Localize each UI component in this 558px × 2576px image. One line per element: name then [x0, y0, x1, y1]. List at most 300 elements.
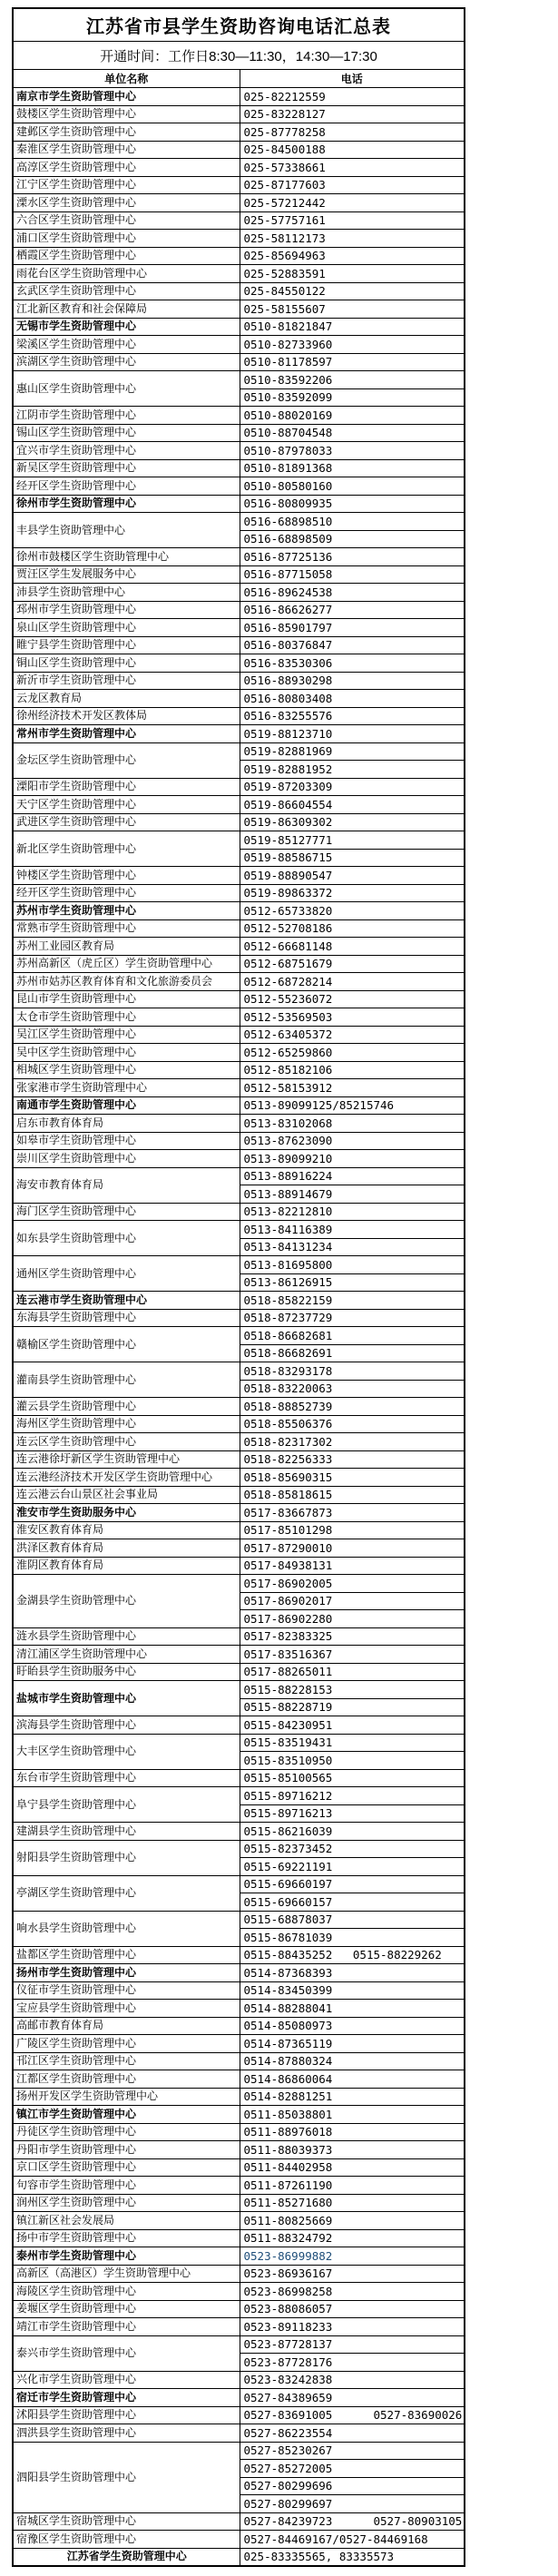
phone-cell: 0519-88586715 — [240, 849, 465, 867]
unit-name-cell: 东台市学生资助管理中心 — [13, 1769, 240, 1787]
unit-name-cell: 灌云县学生资助管理中心 — [13, 1398, 240, 1416]
unit-name-cell: 泗洪县学生资助管理中心 — [13, 2424, 240, 2443]
phone-cell: 0516-80376847 — [240, 636, 465, 654]
unit-name-cell: 南通市学生资助管理中心 — [13, 1096, 240, 1115]
phone-cell: 0519-85127771 — [240, 831, 465, 850]
phone-cell: 0518-85506376 — [240, 1415, 465, 1433]
table-row — [13, 778, 465, 796]
unit-name-cell: 淮安区教育体育局 — [13, 1521, 240, 1539]
phone-cell: 0510-83592206 — [240, 371, 465, 389]
table-row — [13, 2548, 465, 2566]
unit-name-cell: 泗阳县学生资助管理中心 — [13, 2442, 240, 2512]
table-row — [13, 353, 465, 371]
table-row — [13, 973, 465, 991]
unit-name-cell: 徐州市学生资助管理中心 — [13, 495, 240, 513]
phone-cell: 0518-86682681 — [240, 1327, 465, 1345]
unit-name-cell: 淮阴区教育体育局 — [13, 1557, 240, 1575]
phone-cell: 0518-87237729 — [240, 1309, 465, 1327]
table-row — [13, 1096, 465, 1115]
table-row — [13, 1115, 465, 1133]
phone-cell: 0515-89716213 — [240, 1804, 465, 1823]
table-row — [13, 1964, 465, 1982]
unit-name-cell: 昆山市学生资助管理中心 — [13, 990, 240, 1008]
unit-name-cell: 建邺区学生资助管理中心 — [13, 123, 240, 142]
unit-name-cell: 云龙区教育局 — [13, 690, 240, 708]
unit-name-cell: 徐州经济技术开发区教体局 — [13, 707, 240, 725]
unit-name-cell: 丰县学生资助管理中心 — [13, 513, 240, 548]
phone-cell: 0515-88228719 — [240, 1698, 465, 1716]
unit-name-cell: 相城区学生资助管理中心 — [13, 1061, 240, 1079]
phone-cell: 0512-68728214 — [240, 973, 465, 991]
phone-cell: 0527-85272005 — [240, 2460, 465, 2478]
unit-name-cell: 如东县学生资助管理中心 — [13, 1221, 240, 1256]
unit-name-cell: 仪征市学生资助管理中心 — [13, 1981, 240, 2000]
unit-name-cell: 武进区学生资助管理中心 — [13, 813, 240, 831]
phone-cell: 025-84500188 — [240, 141, 465, 159]
phone-cell: 025-57757161 — [240, 211, 465, 230]
unit-name-cell: 江宁区学生资助管理中心 — [13, 176, 240, 194]
table-row — [13, 2531, 465, 2549]
table-row — [13, 1681, 465, 1699]
table-row — [13, 2035, 465, 2053]
phone-cell: 0514-88288041 — [240, 2000, 465, 2018]
table-row — [13, 1415, 465, 1433]
unit-name-cell: 连云区学生资助管理中心 — [13, 1433, 240, 1451]
phone-cell: 0517-86902280 — [240, 1610, 465, 1628]
table-row — [13, 2442, 465, 2460]
table-row — [13, 105, 465, 123]
table-row — [13, 2512, 465, 2531]
phone-cell: 0519-88890547 — [240, 867, 465, 885]
unit-name-cell: 张家港市学生资助管理中心 — [13, 1079, 240, 1097]
unit-name-cell: 邳州市学生资助管理中心 — [13, 601, 240, 619]
table-row — [13, 1875, 465, 1893]
unit-name-cell: 京口区学生资助管理中心 — [13, 2158, 240, 2177]
phone-cell: 0515-89716212 — [240, 1787, 465, 1805]
table-row — [13, 1026, 465, 1044]
table-row — [13, 1309, 465, 1327]
unit-name-cell: 沭阳县学生资助管理中心 — [13, 2406, 240, 2424]
unit-name-cell: 启东市教育体育局 — [13, 1115, 240, 1133]
phone-cell: 0512-53569503 — [240, 1008, 465, 1027]
unit-name-cell: 海门区学生资助管理中心 — [13, 1203, 240, 1221]
phone-cell: 0517-87290010 — [240, 1539, 465, 1558]
unit-name-cell: 泉山区学生资助管理中心 — [13, 619, 240, 637]
table-row — [13, 141, 465, 159]
unit-name-cell: 洪泽区教育体育局 — [13, 1539, 240, 1558]
table-row — [13, 1150, 465, 1168]
phone-cell: 0511-88324792 — [240, 2229, 465, 2247]
phone-cell: 0512-55236072 — [240, 990, 465, 1008]
unit-name-cell: 徐州市鼓楼区学生资助管理中心 — [13, 548, 240, 566]
table-row — [13, 654, 465, 673]
table-row — [13, 2141, 465, 2159]
phone-cell: 0519-86309302 — [240, 813, 465, 831]
table-row — [13, 1132, 465, 1150]
phone-cell: 025-57212442 — [240, 194, 465, 212]
phone-cell: 0518-85690315 — [240, 1469, 465, 1487]
phone-cell: 0512-85182106 — [240, 1061, 465, 1079]
table-row — [13, 831, 465, 850]
unit-name-cell: 惠山区学生资助管理中心 — [13, 371, 240, 407]
unit-name-cell: 邗江区学生资助管理中心 — [13, 2052, 240, 2070]
unit-name-cell: 沛县学生资助管理中心 — [13, 584, 240, 602]
table-row — [13, 1008, 465, 1027]
phone-cell: 0523-86936167 — [240, 2265, 465, 2283]
phone-cell: 0516-68898509 — [240, 530, 465, 548]
table-row — [13, 194, 465, 212]
table-row — [13, 265, 465, 283]
table-row — [13, 1823, 465, 1841]
table-row — [13, 2389, 465, 2407]
phone-cell: 0511-88039373 — [240, 2141, 465, 2159]
unit-name-cell: 丹阳市学生资助管理中心 — [13, 2141, 240, 2159]
table-row — [13, 1256, 465, 1274]
phone-cell: 025-58155607 — [240, 300, 465, 319]
unit-name-cell: 泰州市学生资助管理中心 — [13, 2247, 240, 2266]
table-row — [13, 2000, 465, 2018]
phone-cell: 0515-83510950 — [240, 1752, 465, 1770]
unit-name-cell: 金湖县学生资助管理中心 — [13, 1575, 240, 1628]
phone-cell: 0512-65733820 — [240, 902, 465, 920]
table-row — [13, 88, 465, 106]
table-row — [13, 1362, 465, 1381]
phone-cell: 0517-86902005 — [240, 1575, 465, 1593]
unit-name-cell: 崇川区学生资助管理中心 — [13, 1150, 240, 1168]
table-row — [13, 2158, 465, 2177]
phone-cell: 0513-81695800 — [240, 1256, 465, 1274]
phone-cell: 0514-86860064 — [240, 2070, 465, 2089]
phone-cell: 0515-84230951 — [240, 1716, 465, 1735]
unit-name-cell: 广陵区学生资助管理中心 — [13, 2035, 240, 2053]
phone-cell: 0519-82881969 — [240, 742, 465, 761]
unit-name-cell: 宿城区学生资助管理中心 — [13, 2512, 240, 2531]
unit-name-cell: 东海县学生资助管理中心 — [13, 1309, 240, 1327]
table-row — [13, 2406, 465, 2424]
unit-name-cell: 浦口区学生资助管理中心 — [13, 230, 240, 248]
table-row — [13, 1946, 465, 1964]
unit-name-cell: 润州区学生资助管理中心 — [13, 2194, 240, 2212]
unit-name-cell: 栖霞区学生资助管理中心 — [13, 247, 240, 265]
table-row — [13, 424, 465, 442]
unit-name-cell: 扬州市学生资助管理中心 — [13, 1964, 240, 1982]
table-row — [13, 1079, 465, 1097]
table-row — [13, 477, 465, 496]
phone-cell: 025-52883591 — [240, 265, 465, 283]
phone-cell: 025-83335565, 83335573 — [240, 2548, 465, 2566]
phone-cell: 0517-85101298 — [240, 1521, 465, 1539]
phone-cell: 0515-86216039 — [240, 1823, 465, 1841]
phone-cell: 0511-87261190 — [240, 2177, 465, 2195]
table-row — [13, 442, 465, 460]
table-row — [13, 1469, 465, 1487]
phone-cell: 0510-83592099 — [240, 388, 465, 407]
phone-cell: 0513-86126915 — [240, 1273, 465, 1292]
table-row — [13, 1167, 465, 1185]
table-row — [13, 584, 465, 602]
table-row — [13, 1521, 465, 1539]
column-header-phone: 电话 — [240, 70, 465, 88]
unit-name-cell: 经开区学生资助管理中心 — [13, 884, 240, 902]
table-row — [13, 1716, 465, 1735]
phone-cell: 0512-68751679 — [240, 955, 465, 973]
unit-name-cell: 镇江新区社会发展局 — [13, 2212, 240, 2230]
table-row — [13, 1450, 465, 1469]
phone-cell: 0515-88228153 — [240, 1681, 465, 1699]
phone-cell: 0517-84938131 — [240, 1557, 465, 1575]
table-row — [13, 336, 465, 354]
table-row — [13, 2123, 465, 2141]
unit-name-cell: 新沂市学生资助管理中心 — [13, 672, 240, 690]
table-row — [13, 407, 465, 425]
unit-name-cell: 常州市学生资助管理中心 — [13, 725, 240, 743]
phone-cell: 0517-86902017 — [240, 1592, 465, 1610]
unit-name-cell: 吴中区学生资助管理中心 — [13, 1044, 240, 1062]
unit-name-cell: 滨湖区学生资助管理中心 — [13, 353, 240, 371]
phone-summary-table — [12, 7, 465, 2567]
unit-name-cell: 扬中市学生资助管理中心 — [13, 2229, 240, 2247]
phone-cell: 0516-87715058 — [240, 565, 465, 584]
unit-name-cell: 雨花台区学生资助管理中心 — [13, 265, 240, 283]
phone-cell: 0513-83102068 — [240, 1115, 465, 1133]
unit-name-cell: 宿豫区学生资助管理中心 — [13, 2531, 240, 2549]
phone-cell: 0510-80580160 — [240, 477, 465, 496]
unit-name-cell: 镇江市学生资助管理中心 — [13, 2106, 240, 2124]
phone-cell: 0513-82212810 — [240, 1203, 465, 1221]
phone-cell: 0516-88930298 — [240, 672, 465, 690]
table-row — [13, 2070, 465, 2089]
unit-name-cell: 天宁区学生资助管理中心 — [13, 796, 240, 814]
phone-cell: 0517-83516367 — [240, 1646, 465, 1664]
unit-name-cell: 海陵区学生资助管理中心 — [13, 2283, 240, 2301]
unit-name-cell: 扬州开发区学生资助管理中心 — [13, 2088, 240, 2106]
unit-name-cell: 铜山区学生资助管理中心 — [13, 654, 240, 673]
phone-cell: 0511-88976018 — [240, 2123, 465, 2141]
unit-name-cell: 通州区学生资助管理中心 — [13, 1256, 240, 1292]
unit-name-cell: 淮安市学生资助服务中心 — [13, 1504, 240, 1522]
table-row — [13, 123, 465, 142]
phone-cell: 0512-65259860 — [240, 1044, 465, 1062]
table-subtitle-row — [13, 42, 465, 70]
table-row — [13, 1787, 465, 1805]
table-row — [13, 2194, 465, 2212]
table-row — [13, 371, 465, 389]
table-row — [13, 1557, 465, 1575]
phone-cell: 0518-85818615 — [240, 1486, 465, 1504]
table-row — [13, 548, 465, 566]
phone-cell: 025-87177603 — [240, 176, 465, 194]
phone-cell: 0512-52708186 — [240, 919, 465, 938]
unit-name-cell: 无锡市学生资助管理中心 — [13, 318, 240, 336]
unit-name-cell: 涟水县学生资助管理中心 — [13, 1627, 240, 1646]
table-row — [13, 2283, 465, 2301]
table-row — [13, 176, 465, 194]
phone-cell: 0516-80803408 — [240, 690, 465, 708]
table-row — [13, 2212, 465, 2230]
phone-cell: 0527-83691005 0527-83690026 — [240, 2406, 465, 2424]
table-row — [13, 300, 465, 319]
table-row — [13, 742, 465, 761]
table-row — [13, 2247, 465, 2266]
unit-name-cell: 吴江区学生资助管理中心 — [13, 1026, 240, 1044]
phone-cell: 0514-82881251 — [240, 2088, 465, 2106]
unit-name-cell: 太仓市学生资助管理中心 — [13, 1008, 240, 1027]
phone-cell: 0527-84389659 — [240, 2389, 465, 2407]
table-header-row — [13, 70, 465, 88]
table-row — [13, 813, 465, 831]
unit-name-cell: 玄武区学生资助管理中心 — [13, 282, 240, 300]
unit-name-cell: 靖江市学生资助管理中心 — [13, 2318, 240, 2336]
phone-cell: 0516-87725136 — [240, 548, 465, 566]
table-row — [13, 1646, 465, 1664]
unit-name-cell: 苏州工业园区教育局 — [13, 938, 240, 956]
phone-cell: 0527-84469167/0527-84469168 — [240, 2531, 465, 2549]
unit-name-cell: 滨海县学生资助管理中心 — [13, 1716, 240, 1735]
phone-cell: 0515-68878037 — [240, 1911, 465, 1929]
phone-cell: 0514-83450399 — [240, 1981, 465, 2000]
table-row — [13, 211, 465, 230]
phone-cell: 0523-86999882 — [240, 2247, 465, 2266]
phone-cell: 0527-84239723 0527-80903105 — [240, 2512, 465, 2531]
unit-name-cell: 丹徒区学生资助管理中心 — [13, 2123, 240, 2141]
phone-cell: 0510-87978033 — [240, 442, 465, 460]
table-row — [13, 2177, 465, 2195]
unit-name-cell: 鼓楼区学生资助管理中心 — [13, 105, 240, 123]
unit-name-cell: 盱眙县学生资助服务中心 — [13, 1663, 240, 1681]
unit-name-cell: 海州区学生资助管理中心 — [13, 1415, 240, 1433]
unit-name-cell: 赣榆区学生资助管理中心 — [13, 1327, 240, 1362]
phone-cell: 0511-85271680 — [240, 2194, 465, 2212]
phone-cell: 0518-83220063 — [240, 1380, 465, 1398]
phone-cell: 0517-88265011 — [240, 1663, 465, 1681]
phone-cell: 0519-86604554 — [240, 796, 465, 814]
unit-name-cell: 高邮市教育体育局 — [13, 2017, 240, 2035]
phone-cell: 0513-89099210 — [240, 1150, 465, 1168]
unit-name-cell: 宜兴市学生资助管理中心 — [13, 442, 240, 460]
table-row — [13, 459, 465, 477]
table-row — [13, 2229, 465, 2247]
phone-cell: 0518-88852739 — [240, 1398, 465, 1416]
table-row — [13, 2424, 465, 2443]
unit-name-cell: 经开区学生资助管理中心 — [13, 477, 240, 496]
unit-name-cell: 锡山区学生资助管理中心 — [13, 424, 240, 442]
phone-cell: 0515-83519431 — [240, 1734, 465, 1752]
phone-cell: 0515-88435252 0515-88229262 — [240, 1946, 465, 1964]
phone-cell: 0518-82256333 — [240, 1450, 465, 1469]
table-row — [13, 919, 465, 938]
phone-cell: 0523-86998258 — [240, 2283, 465, 2301]
phone-cell: 0523-87728176 — [240, 2354, 465, 2372]
phone-cell: 0511-80825669 — [240, 2212, 465, 2230]
table-row — [13, 2335, 465, 2354]
phone-cell: 0527-80299697 — [240, 2495, 465, 2513]
unit-name-cell: 如皋市学生资助管理中心 — [13, 1132, 240, 1150]
unit-name-cell: 溧水区学生资助管理中心 — [13, 194, 240, 212]
table-row — [13, 707, 465, 725]
phone-cell: 0510-82733960 — [240, 336, 465, 354]
phone-cell: 0513-84116389 — [240, 1221, 465, 1239]
unit-name-cell: 金坛区学生资助管理中心 — [13, 742, 240, 778]
phone-cell: 0527-85230267 — [240, 2442, 465, 2460]
table-row — [13, 1627, 465, 1646]
phone-cell: 025-87778258 — [240, 123, 465, 142]
unit-name-cell: 兴化市学生资助管理中心 — [13, 2371, 240, 2389]
phone-cell: 0523-87728137 — [240, 2335, 465, 2354]
unit-name-cell: 苏州市姑苏区教育体育和文化旅游委员会 — [13, 973, 240, 991]
table-row — [13, 990, 465, 1008]
phone-cell: 0519-82881952 — [240, 761, 465, 779]
table-row — [13, 1221, 465, 1239]
table-row — [13, 2318, 465, 2336]
table-row — [13, 1734, 465, 1752]
unit-name-cell: 南京市学生资助管理中心 — [13, 88, 240, 106]
table-row — [13, 725, 465, 743]
phone-cell: 0515-86781039 — [240, 1929, 465, 1947]
unit-name-cell: 常熟市学生资助管理中心 — [13, 919, 240, 938]
table-body — [13, 88, 465, 2567]
unit-name-cell: 苏州高新区（虎丘区）学生资助管理中心 — [13, 955, 240, 973]
unit-name-cell: 海安市教育体育局 — [13, 1167, 240, 1203]
unit-name-cell: 连云港徐圩新区学生资助管理中心 — [13, 1450, 240, 1469]
table-row — [13, 1981, 465, 2000]
phone-cell: 0518-86682691 — [240, 1344, 465, 1362]
table-row — [13, 796, 465, 814]
table-row — [13, 159, 465, 177]
table-row — [13, 1575, 465, 1593]
table-row — [13, 2106, 465, 2124]
phone-cell: 0519-87203309 — [240, 778, 465, 796]
unit-name-cell: 大丰区学生资助管理中心 — [13, 1734, 240, 1769]
phone-cell: 0513-88914679 — [240, 1185, 465, 1204]
phone-cell: 0512-58153912 — [240, 1079, 465, 1097]
phone-cell: 0517-83667873 — [240, 1504, 465, 1522]
unit-name-cell: 钟楼区学生资助管理中心 — [13, 867, 240, 885]
phone-cell: 0516-83255576 — [240, 707, 465, 725]
unit-name-cell: 宝应县学生资助管理中心 — [13, 2000, 240, 2018]
phone-cell: 0512-63405372 — [240, 1026, 465, 1044]
phone-cell: 0511-84402958 — [240, 2158, 465, 2177]
table-row — [13, 2052, 465, 2070]
unit-name-cell: 阜宁县学生资助管理中心 — [13, 1787, 240, 1823]
table-row — [13, 1504, 465, 1522]
table-row — [13, 1840, 465, 1858]
table-row — [13, 619, 465, 637]
table-row — [13, 867, 465, 885]
unit-name-cell: 梁溪区学生资助管理中心 — [13, 336, 240, 354]
unit-name-cell: 高新区（高港区）学生资助管理中心 — [13, 2265, 240, 2283]
phone-cell: 0516-83530306 — [240, 654, 465, 673]
phone-cell: 0519-88123710 — [240, 725, 465, 743]
phone-cell: 0510-81821847 — [240, 318, 465, 336]
phone-cell: 0515-69221191 — [240, 1858, 465, 1876]
unit-name-cell: 新北区学生资助管理中心 — [13, 831, 240, 867]
unit-name-cell: 清江浦区学生资助管理中心 — [13, 1646, 240, 1664]
table-row — [13, 672, 465, 690]
phone-cell: 0518-83293178 — [240, 1362, 465, 1381]
unit-name-cell: 句容市学生资助管理中心 — [13, 2177, 240, 2195]
phone-cell: 0511-85038801 — [240, 2106, 465, 2124]
table-row — [13, 565, 465, 584]
table-row — [13, 1044, 465, 1062]
phone-cell: 0527-86223554 — [240, 2424, 465, 2443]
unit-name-cell: 宿迁市学生资助管理中心 — [13, 2389, 240, 2407]
phone-cell: 0510-88704548 — [240, 424, 465, 442]
phone-cell: 0516-85901797 — [240, 619, 465, 637]
phone-cell: 0523-89118233 — [240, 2318, 465, 2336]
unit-name-cell: 溧阳市学生资助管理中心 — [13, 778, 240, 796]
table-row — [13, 1486, 465, 1504]
table-title-row — [13, 8, 465, 42]
